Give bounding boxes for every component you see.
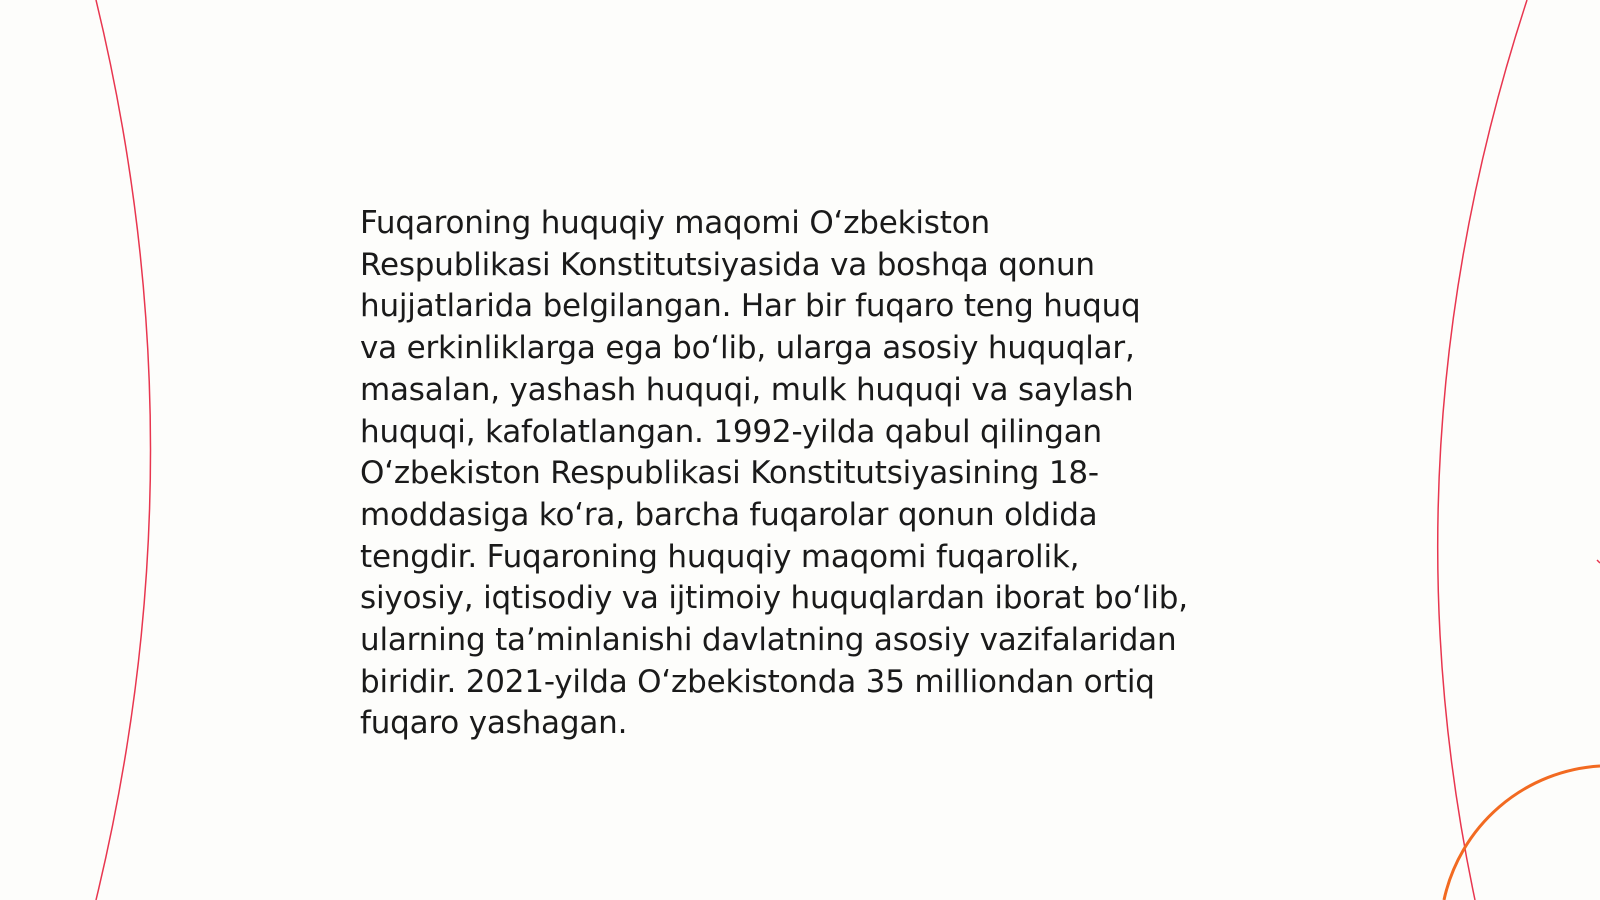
body-paragraph: Fuqaroning huquqiy maqomi O‘zbekiston Respublikasi Konstitutsiyasida va boshqa qonun hujjatlarida belgilangan. Har bir fuqaro teng huquq va erkinliklarga ega bo‘lib, ularga asosiy huquqlar, masalan, yashash huquqi, mulk huquqi va saylash huquqi, kafolatlangan. 1992-yilda qabul qilingan O‘zbekiston Respublikasi Konstitutsiyasining 18- moddasiga ko‘ra, barcha fuqarolar qonun oldida tengdir. Fuqaroning huquqiy maqomi fuqarolik, siyosiy, iqtisodiy va ijtimoiy huquqlardan iborat bo‘lib, ularning ta’minlanishi davlatning asosiy vazifalaridan biridir. 2021-yilda O‘zbekistonda 35 milliondan ortiq fuqaro yashagan. [360,205,1188,742]
orange-arc [1444,766,1600,900]
right-curve [1438,0,1527,900]
left-curve [96,0,151,900]
